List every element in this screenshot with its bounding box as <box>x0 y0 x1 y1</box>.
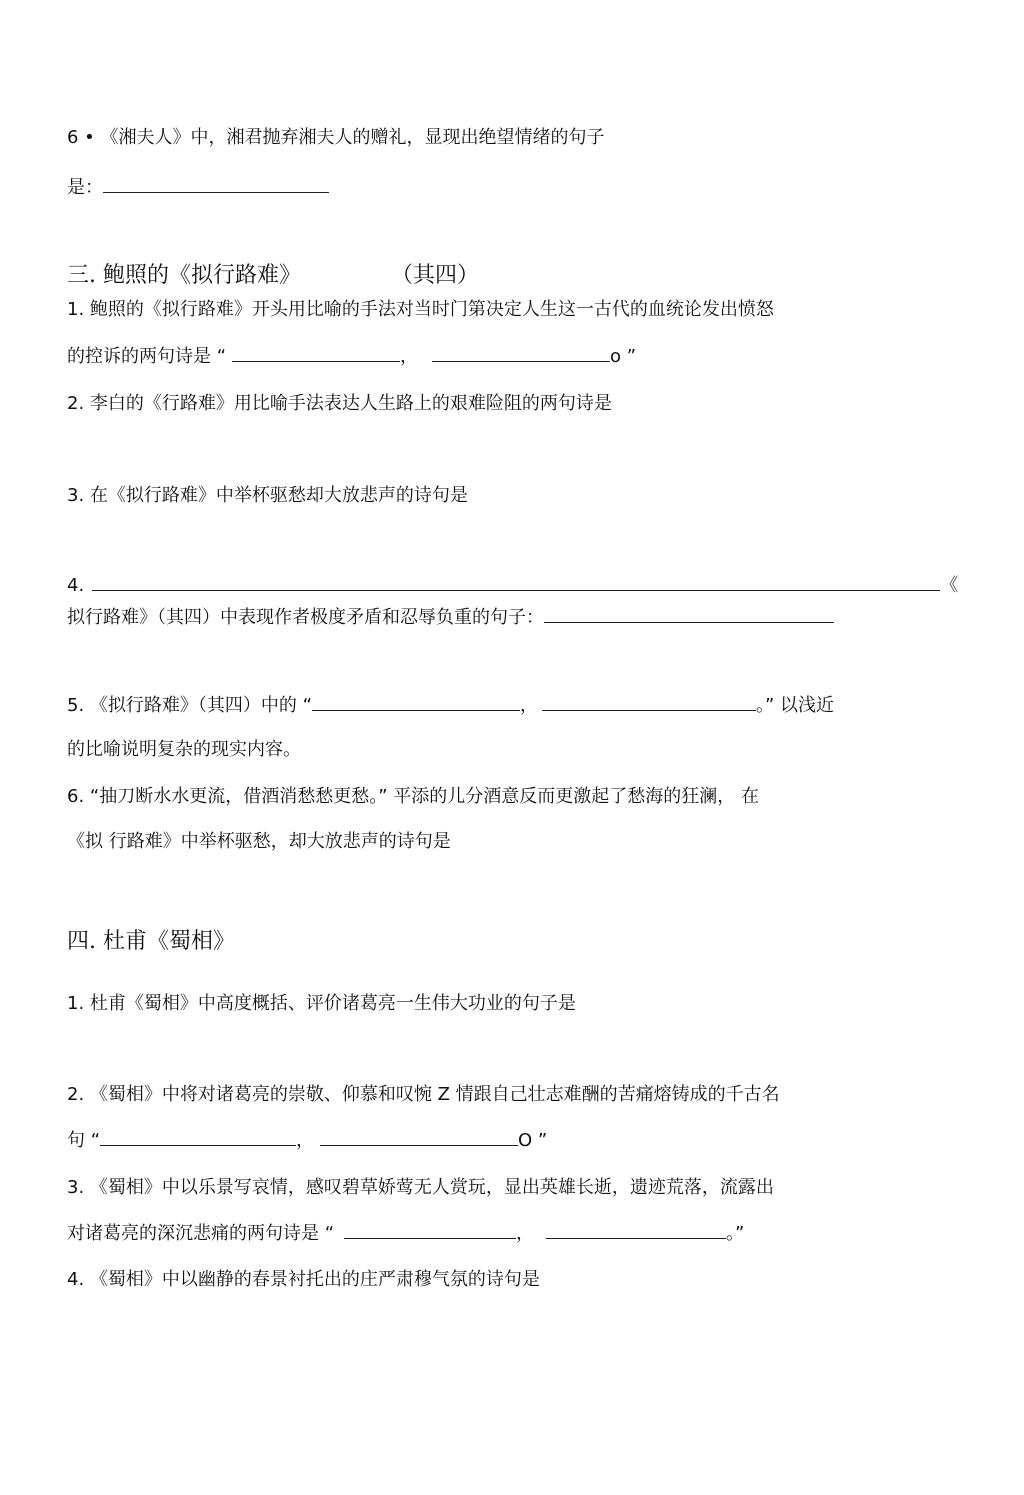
question-text: 4. <box>67 575 85 596</box>
question-text: 。” 以浅近 <box>755 695 834 716</box>
section-title-main: 三. 鲍照的《拟行路难》 <box>67 263 301 288</box>
question-text: 《 <box>940 575 959 596</box>
question-text: ， <box>400 346 419 367</box>
question-text: 对诸葛亮的深沉悲痛的两句诗是 “ <box>67 1223 335 1244</box>
question-text: 5. 《拟行路难》（其四）中的 “ <box>67 695 312 716</box>
answer-blank[interactable] <box>103 176 329 193</box>
question-s4-1: 1. 杜甫《蜀相》中高度概括、评价诸葛亮一生伟大功业的句子是 <box>67 993 576 1014</box>
question-s3-1-line2 <box>67 345 636 369</box>
answer-blank[interactable] <box>344 1222 516 1239</box>
question-text: 的控诉的两句诗是 “ <box>67 346 227 367</box>
question-text: 拟行路难》（其四）中表现作者极度矛盾和忍辱负重的句子： <box>67 607 544 628</box>
question-s3-5-line2: 的比喻说明复杂的现实内容。 <box>67 739 301 760</box>
question-s3-4-line2 <box>67 606 834 630</box>
question-text: ， <box>519 695 538 716</box>
section-title-sub: （其四） <box>391 263 480 288</box>
question-s3-6-line1: 6. “抽刀断水水更流，借酒消愁愁更愁。” 平添的儿分酒意反而更激起了愁海的狂澜， 在 <box>67 786 759 807</box>
section-title-3 <box>67 262 479 290</box>
question-s2-6-line2 <box>67 176 329 200</box>
answer-blank[interactable] <box>432 345 610 362</box>
answer-blank[interactable] <box>546 1222 726 1239</box>
question-s3-2: 2. 李白的《行路难》用比喻手法表达人生路上的艰难险阻的两句诗是 <box>67 393 612 414</box>
question-s2-6-line1: 6 • 《湘夫人》中，湘君抛弃湘夫人的赠礼，显现出绝望情绪的句子 <box>67 127 605 148</box>
answer-blank[interactable] <box>100 1129 296 1146</box>
answer-blank[interactable] <box>232 345 400 362</box>
question-s4-2-line1: 2. 《蜀相》中将对诸葛亮的崇敬、仰慕和叹惋 Z 情跟自己壮志难酬的苦痛熔铸成的千古名 <box>67 1084 780 1105</box>
answer-blank[interactable] <box>320 1129 518 1146</box>
question-s4-2-line2 <box>67 1129 547 1153</box>
section-title-4: 四. 杜甫《蜀相》 <box>67 929 235 954</box>
answer-blank[interactable] <box>92 574 940 591</box>
question-s3-6-line2: 《拟 行路难》中举杯驱愁，却大放悲声的诗句是 <box>67 831 451 852</box>
question-s3-5-line1 <box>67 694 834 718</box>
answer-blank[interactable] <box>544 606 834 623</box>
question-s4-3-line1: 3. 《蜀相》中以乐景写哀情，感叹碧草娇莺无人赏玩，显出英雄长逝，遗迹荒落，流露出 <box>67 1177 774 1198</box>
question-text: O ” <box>518 1130 548 1151</box>
question-s3-1-line1: 1. 鲍照的《拟行路难》开头用比喻的手法对当时门第决定人生这一古代的血统论发出愤怒 <box>67 299 774 320</box>
question-s3-4-line1 <box>67 574 958 598</box>
question-text: o ” <box>610 346 637 367</box>
question-text: 。” <box>726 1223 745 1244</box>
question-text: 句 “ <box>67 1130 101 1151</box>
answer-blank[interactable] <box>542 694 756 711</box>
question-s3-3: 3. 在《拟行路难》中举杯驱愁却大放悲声的诗句是 <box>67 485 468 506</box>
question-s4-3-line2 <box>67 1222 744 1246</box>
question-text: ， <box>296 1130 315 1151</box>
question-s4-4: 4. 《蜀相》中以幽静的春景衬托出的庄严肃穆气氛的诗句是 <box>67 1269 540 1290</box>
question-text: ， <box>516 1223 535 1244</box>
answer-blank[interactable] <box>312 694 520 711</box>
question-text: 是： <box>67 177 103 198</box>
